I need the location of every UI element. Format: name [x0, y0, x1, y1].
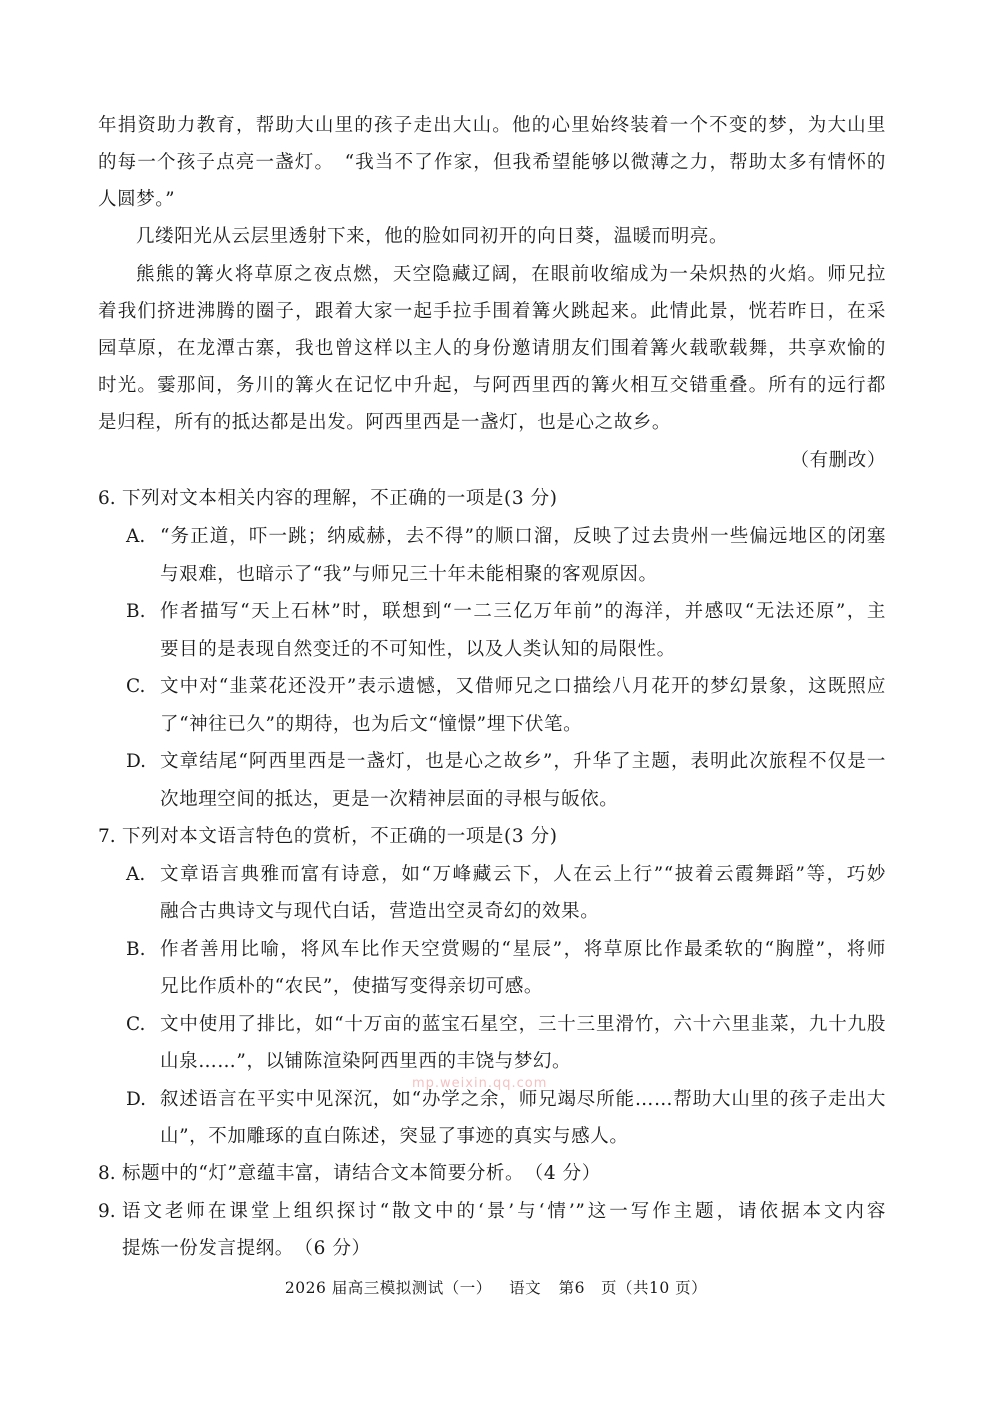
q7-option-a-label: A.	[126, 864, 146, 885]
watermark: mp.weixin.qq.com	[412, 1076, 548, 1091]
q6-option-d-text: 次地理空间的抵达，更是一次精神层面的寻根与皈依。	[160, 789, 619, 810]
page-footer	[0, 1275, 992, 1301]
q6-option-c-text: 了“神往已久”的期待，也为后文“憧憬”埋下伏笔。	[160, 714, 583, 735]
passage-line: 是归程，所有的抵达都是出发。阿西里西是一盏灯，也是心之故乡。	[98, 412, 672, 433]
q6-option-b-label: B.	[126, 601, 146, 622]
passage-line: 年捐资助力教育，帮助大山里的孩子走出大山。他的心里始终装着一个不变的梦，为大山里	[98, 115, 886, 136]
question-9-stem: 语文老师在课堂上组织探讨“散文中的‘景’与‘情’”这一写作主题，请依据本文内容	[122, 1201, 886, 1222]
q7-option-c-text: 山泉……”，以铺陈渲染阿西里西的丰饶与梦幻。	[160, 1051, 572, 1072]
passage-line: 人圆梦。”	[98, 189, 176, 210]
q7-option-a-text: 融合古典诗文与现代白话，营造出空灵奇幻的效果。	[160, 901, 600, 922]
q7-option-c-text: 文中使用了排比，如“十万亩的蓝宝石星空，三十三里滑竹，六十六里韭菜，九十九股	[160, 1014, 886, 1035]
passage-line: 园草原，在龙潭古寨，我也曾这样以主人的身份邀请朋友们围着篝火载歌载舞，共享欢愉的	[98, 338, 886, 359]
source-note: （有删改）	[790, 450, 886, 471]
question-6-stem: 下列对文本相关内容的理解，不正确的一项是(3 分)	[122, 488, 558, 509]
footer-exam-title: 2026 届高三模拟测试（一）	[284, 1279, 492, 1297]
q6-option-c-label: C.	[126, 676, 146, 697]
passage-line: 熊熊的篝火将草原之夜点燃，天空隐藏辽阔，在眼前收缩成为一朵炽热的火焰。师兄拉	[136, 264, 886, 285]
question-7-number: 7.	[98, 826, 116, 847]
q6-option-d-label: D.	[126, 751, 147, 772]
q7-option-c-label: C.	[126, 1014, 146, 1035]
passage-line: 着我们挤进沸腾的圈子，跟着大家一起手拉手围着篝火跳起来。此情此景，恍若昨日，在采	[98, 301, 886, 322]
q6-option-a-text: “务正道，吓一跳；纳威赫，去不得”的顺口溜，反映了过去贵州一些偏远地区的闭塞	[160, 526, 886, 547]
question-9-number: 9.	[98, 1201, 116, 1222]
q6-option-b-text: 要目的是表现自然变迁的不可知性，以及人类认知的局限性。	[160, 639, 676, 660]
question-6-number: 6.	[98, 488, 116, 509]
question-8-stem: 标题中的“灯”意蕴丰富，请结合文本简要分析。 （4 分）	[122, 1163, 601, 1184]
passage-paragraph: 几缕阳光从云层里透射下来，他的脸如同初开的向日葵，温暖而明亮。	[136, 226, 729, 247]
passage-line: 的每一个孩子点亮一盏灯。 “我当不了作家，但我希望能够以微薄之力，帮助太多有情怀的	[98, 152, 886, 173]
q7-option-b-text: 作者善用比喻，将风车比作天空赏赐的“星辰”，将草原比作最柔软的“胸膛”，将师	[160, 939, 886, 960]
question-8-number: 8.	[98, 1163, 116, 1184]
question-9-stem: 提炼一份发言提纲。 （6 分）	[122, 1238, 371, 1259]
q6-option-b-text: 作者描写“天上石林”时，联想到“一二三亿万年前”的海洋，并感叹“无法还原”，主	[160, 601, 886, 622]
q6-option-a-label: A.	[126, 526, 146, 547]
q7-option-b-text: 兄比作质朴的“农民”，使描写变得亲切可感。	[160, 976, 544, 997]
q6-option-c-text: 文中对“韭菜花还没开”表示遗憾，又借师兄之口描绘八月花开的梦幻景象，这既照应	[160, 676, 886, 697]
passage-line: 时光。霎那间，务川的篝火在记忆中升起，与阿西里西的篝火相互交错重叠。所有的远行都	[98, 375, 886, 396]
question-7-stem: 下列对本文语言特色的赏析，不正确的一项是(3 分)	[122, 826, 558, 847]
q6-option-d-text: 文章结尾“阿西里西是一盏灯，也是心之故乡”，升华了主题，表明此次旅程不仅是一	[160, 751, 886, 772]
footer-page-number: 第6 页（共10 页）	[558, 1279, 708, 1297]
q7-option-b-label: B.	[126, 939, 146, 960]
q7-option-a-text: 文章语言典雅而富有诗意，如“万峰藏云下，人在云上行”“披着云霞舞蹈”等，巧妙	[160, 864, 886, 885]
footer-subject: 语文	[509, 1279, 542, 1297]
q6-option-a-text: 与艰难，也暗示了“我”与师兄三十年未能相聚的客观原因。	[160, 564, 658, 585]
q7-option-d-text: 叙述语言在平实中见深沉，如“办学之余，师兄竭尽所能……帮助大山里的孩子走出大	[160, 1089, 886, 1110]
q7-option-d-text: 山”，不加雕琢的直白陈述，突显了事迹的真实与感人。	[160, 1126, 629, 1147]
q7-option-d-label: D.	[126, 1089, 147, 1110]
